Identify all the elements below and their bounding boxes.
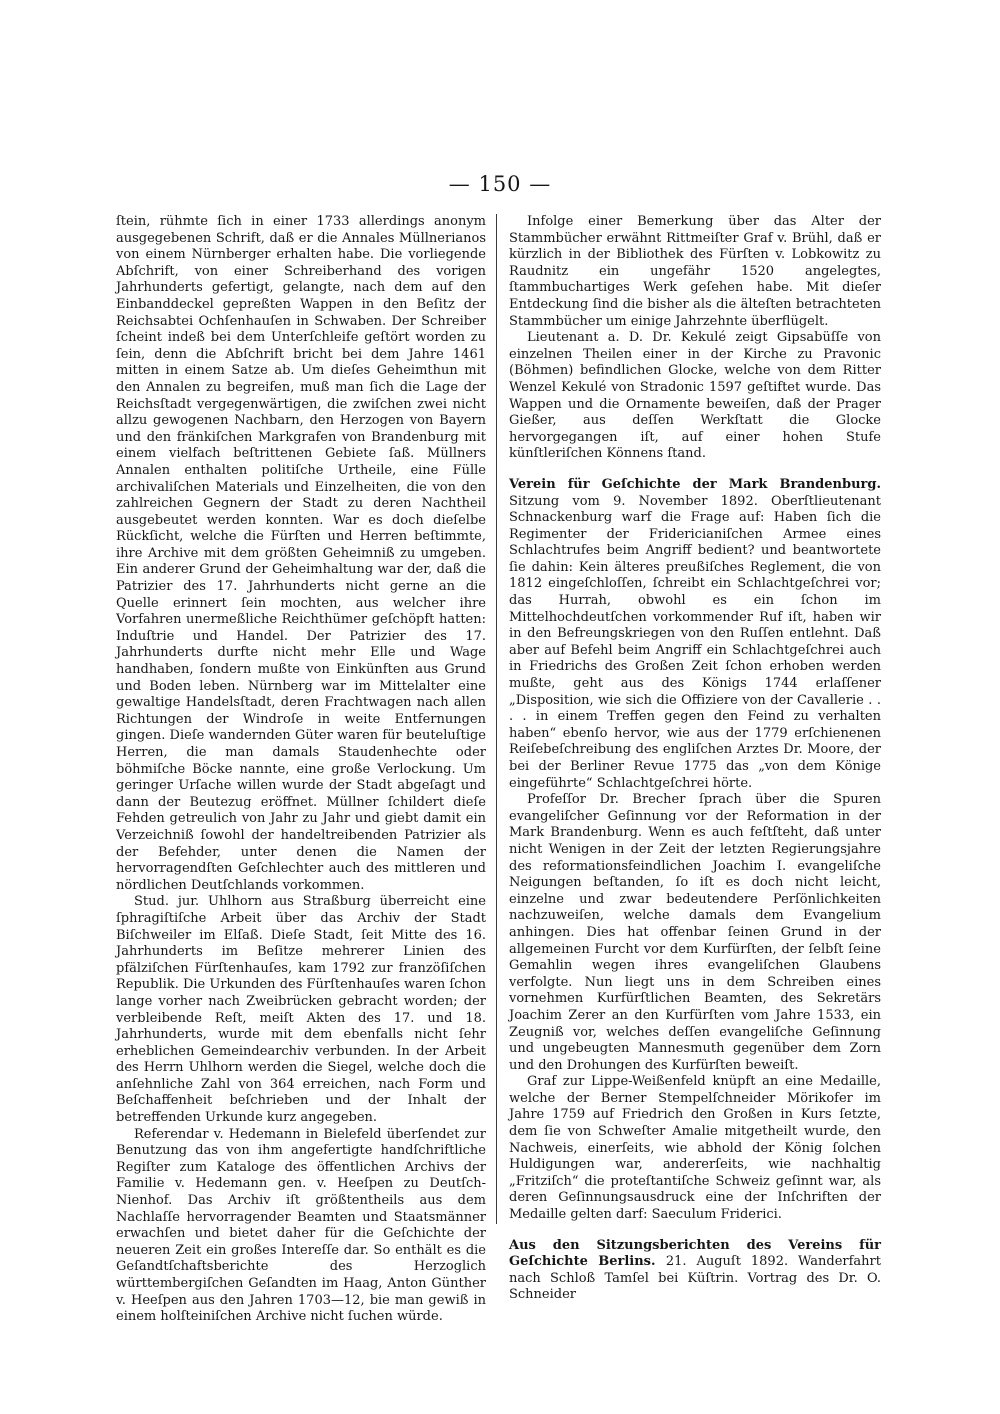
paragraph-muellner-annals: ſtein, rühmte ſich in einer 1733 allerdings anonym ausgegebenen Schrift, daß er die Annales Müllnerianos von einem Nürnberger erhalten habe. Die vorliegende Abſchrift, von einer Schreiberhand des vorigen Jahrhunderts gefertigt, gelangte, nach dem auf den Einbanddeckel gepreßten Wappen in den Beſitz der Reichsabtei Ochſenhauſen in Schwaben. Der Schreiber ſcheint indeß bei dem Unterſchleife geſtört worden zu ſein, denn die Abſchrift bricht bei dem Jahre 1461 mitten in einem Satze ab. Um dieſes Geheimthun mit den Annalen zu begreifen, muß man ſich die Lage der Reichsſtadt vergegenwärtigen, die zwiſchen zwei nicht allzu gewogenen Nachbarn, den Herzogen von Bayern und den fränkiſchen Markgrafen von Brandenburg mit einem vielfach beſtrittenen Gebiete ſaß. Müllners Annalen enthalten politiſche Urtheile, eine Fülle archivaliſchen Materials und Einzelheiten, die von den zahlreichen Gegnern der Stadt zu deren Nachtheil ausgebeutet werden konnten. War es doch dieſelbe Rückſicht, welche die Fürſten und Herren beſtimmte, ihre Archive mit dem größten Geheimniß zu umgeben. Ein anderer Grund der Geheimhaltung war der, daß die Patrizier des 17. Jahrhunderts nicht gerne an die Quelle erinnert ſein mochten, aus welcher ihre Vorfahren unermeßliche Reichthümer geſchöpft hatten: Induſtrie und Handel. Der Patrizier des 17. Jahrhunderts durfte nicht mehr Elle und Wage handhaben, ſondern mußte von Einkünften aus Grund und Boden leben. Nürnberg war im Mittelalter eine gewaltige Handelsſtadt, deren Frachtwagen nach allen Richtungen der Windroſe in weite Entfernungen gingen. Dieſe wandernden Güter waren für beuteluſtige Herren, die man damals Staudenhechte oder böhmiſche Böcke nannte, eine große Verlockung. Um geringer Urſache willen wurde der Stadt abgeſagt und dann der Beutezug eröffnet. Müllner ſchildert dieſe Fehden getreulich von Jahr zu Jahr und giebt damit ein Verzeichniß ſowohl der handeltreibenden Patrizier als der Befehder, unter denen die Namen der hervorragendſten Geſchlechter auch des mittleren und nördlichen Deutſchlands vorkommen. xyxy=(116,214,486,893)
left-column xyxy=(116,214,486,1326)
section-heading-brandenburg: Verein für Geſchichte der Mark Brandenburg. xyxy=(509,476,881,492)
paragraph-stammbuecher: Infolge einer Bemerkung über das Alter der Stammbücher erwähnt Rittmeiſter Graf v. Brühl, daß er kürzlich in der Bibliothek des Fürſten v. Lobkowitz zu Raudnitz ein ungefähr 1520 angelegtes, ſtammbuchartiges Werk geſehen habe. Mit dieſer Entdeckung ſind die bisher als die älteſten betrachteten Stammbücher um einige Jahrzehnte überflügelt. xyxy=(509,214,881,329)
paragraph-hedemann: Referendar v. Hedemann in Bielefeld überſendet zur Benutzung das von ihm angefertigte handſchriftliche Regiſter zum Kataloge des öffentlichen Archivs der Familie v. Hedemann gen. v. Heeſpen zu Deutſch-Nienhof. Das Archiv iſt größtentheils aus dem Nachlaſſe hervorragender Beamten und Staatsmänner erwachſen und bietet daher für die Geſchichte der neueren Zeit ein großes Intereſſe dar. So enthält es die Geſandtſchaftsberichte des Herzoglich württembergiſchen Geſandten im Haag, Anton Günther v. Heeſpen aus den Jahren 1703—12, bie man gewiß in einem holſteiniſchen Archive nicht ſuchen würde. xyxy=(116,1126,486,1325)
right-column xyxy=(509,214,881,1304)
paragraph-uhlhorn: Stud. jur. Uhlhorn aus Straßburg überreicht eine ſphragiſtiſche Arbeit über das Archiv der Stadt Biſchweiler im Elſaß. Dieſe Stadt, ſeit Mitte des 16. Jahrhunderts im Beſitze mehrerer Linien des pfälziſchen Fürſtenhauſes, kam 1792 zur franzöſiſchen Republik. Die Urkunden des Fürſtenhauſes waren ſchon lange vorher nach Zweibrücken gebracht worden; der verbleibende Reſt, meiſt Akten des 17. und 18. Jahrhunderts, wurde mit dem ebenfalls nicht ſehr erheblichen Gemeindearchiv verbunden. In der Arbeit des Herrn Uhlhorn werden die Siegel, welche doch die anſehnliche Zahl von 364 erreichen, nach Form und Beſchaffenheit beſchrieben und der Inhalt der betreffenden Urkunde kurz angegeben. xyxy=(116,894,486,1126)
page-number: — 150 — xyxy=(448,172,552,196)
paragraph-wanderfahrt: 21. Auguſt 1892. Wanderfahrt nach Schloß Tamſel bei Küſtrin. Vortrag des Dr. O. Schneider xyxy=(509,1254,881,1303)
paragraph-brecher: Profeſſor Dr. Brecher ſprach über die Spuren evangeliſcher Geſinnung vor der Reformation in der Mark Brandenburg. Wenn es auch feſtſteht, daß unter nicht Wenigen in der Zeit der letzten Regierungsjahre des reformationsfeindlichen Joachim I. evangeliſche Neigungen beſtanden, ſo iſt es doch nicht leicht, einzelne und zwar bedeutendere Perſönlichkeiten nachzuweiſen, welche damals dem Evangelium anhingen. Dies hat offenbar ſeinen Grund in der allgemeinen Furcht vor dem Kurfürſten, der ſelbſt ſeine Gemahlin wegen ihres evangeliſchen Glaubens verfolgte. Nun liegt uns in dem Schreiben eines vornehmen Kurfürſtlichen Beamten, des Sekretärs Joachim Zerer an den Kurfürſten vom Jahre 1533, ein Zeugniß vor, welches deſſen evangeliſche Geſinnung und ungebeugten Mannesmuth gegenüber dem Zorn und den Drohungen des Kurfürſten beweiſt. xyxy=(509,792,881,1073)
paragraph-kekule: Lieutenant a. D. Dr. Kekulé zeigt Gipsabüſſe von einzelnen Theilen einer in der Kirche zu Pravonic (Böhmen) befindlichen Glocke, welche von dem Ritter Wenzel Kekulé von Stradonic 1597 geſtiftet wurde. Das Wappen und die Ornamente beweiſen, daß der Prager Gießer, aus deſſen Werkſtatt die Glocke hervorgegangen iſt, auf einer hohen Stufe künſtleriſchen Könnens ſtand. xyxy=(509,330,881,462)
section-heading-berlin: Aus den Sitzungsberichten des Vereins für Geſchichte Berlins. xyxy=(509,1237,881,1270)
paragraph-lippe-weissenfeld: Graf zur Lippe-Weißenfeld knüpft an eine Medaille, welche der Berner Stempelſchneider Mörikofer im Jahre 1759 auf Friedrich den Großen in Kurs ſetzte, dem ſie von Schweſter Amalie mitgetheilt wurde, den Nachweis, einerſeits, wie abhold der König ſolchen Huldigungen war, andererſeits, wie nachhaltig „Fritziſch“ die proteſtantiſche Schweiz geſinnt war, als deren Geſinnungsausdruck eine der Inſchriften der Medaille gelten darf: Saeculum Friderici. xyxy=(509,1074,881,1223)
column-divider xyxy=(496,214,497,1224)
paragraph-schlachtruf: Sitzung vom 9. November 1892. Oberſtlieutenant Schnackenburg warf die Frage auf: Haben ſich die Regimenter der Fridericianiſchen Armee eines Schlachtrufes beim Angriff bedient? und beantwortete ſie dahin: Kein älteres preußiſches Reglement, die von 1812 eingeſchloſſen, ſchreibt ein Schlachtgeſchrei vor; das Hurrah, obwohl es ein ſchon im Mittelhochdeutſchen vorkommender Ruf iſt, haben wir in den Befreungskriegen von den Ruſſen entlehnt. Daß aber auf Befehl beim Angriff ein Schlachtgeſchrei auch in Friedrichs des Großen Zeit ſchon erhoben werden mußte, geht aus des Königs 1744 erlaſſener „Disposition, wie sich die Offiziere von der Cavallerie . . . . in einem Treffen gegen den Feind zu verhalten haben“ ebenſo hervor, wie aus der 1779 erſchienenen Reiſebeſchreibung des engliſchen Arztes Dr. Moore, der bei der Berliner Revue 1775 das „von dem Könige eingeführte“ Schlachtgeſchrei hörte. xyxy=(509,493,881,791)
